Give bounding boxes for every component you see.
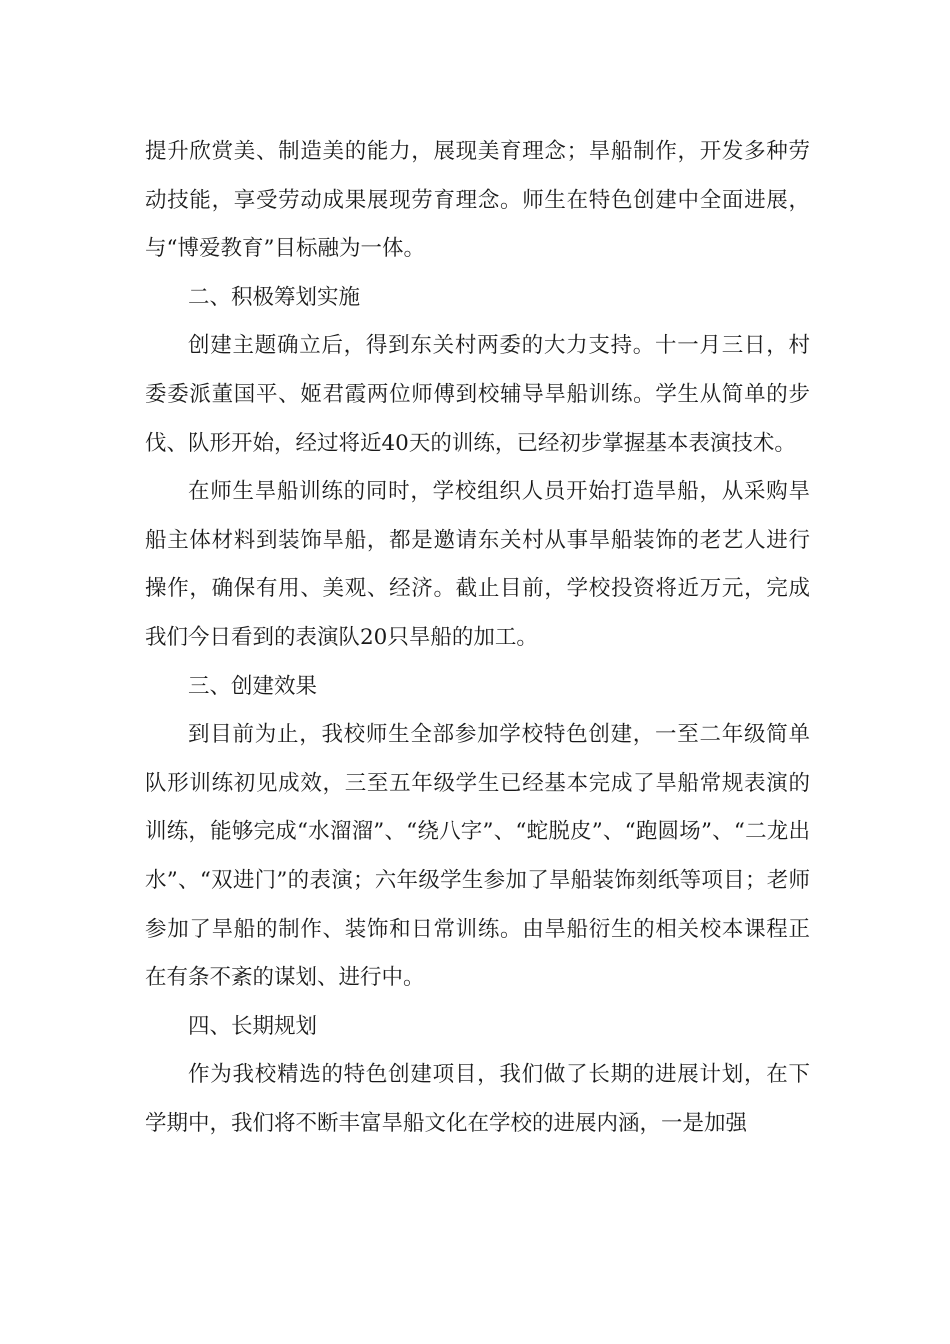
paragraph-boat-making: 在师生旱船训练的同时，学校组织人员开始打造旱船，从采购旱船主体材料到装饰旱船，都是邀请东关村从事旱船装饰的老艺人进行操作，确保有用、美观、经济。截止目前，学校投资将近万元，完成我们今日看到的表演队20只旱船的加工。 (145, 479, 810, 650)
section-heading-3: 三、创建效果 (188, 673, 318, 699)
paragraph-continuation: 提升欣赏美、制造美的能力，展现美育理念；旱船制作，开发多种劳动技能，享受劳动成果展现劳育理念。师生在特色创建中全面进展，与“博爱教育”目标融为一体。 (145, 139, 810, 262)
paragraph-planning: 作为我校精选的特色创建项目，我们做了长期的进展计划，在下学期中，我们将不断丰富旱船文化在学校的进展内涵，一是加强 (145, 1062, 810, 1136)
section-heading-2: 二、积极筹划实施 (188, 284, 361, 310)
paragraph-support: 创建主题确立后，得到东关村两委的大力支持。十一月三日，村委委派董国平、姬君霞两位师傅到校辅导旱船训练。学生从简单的步伐、队形开始，经过将近40天的训练，已经初步掌握基本表演技术。 (145, 333, 810, 456)
section-heading-4: 四、长期规划 (188, 1013, 318, 1039)
paragraph-results: 到目前为止，我校师生全部参加学校特色创建，一至二年级简单队形训练初见成效，三至五年级学生已经基本完成了旱船常规表演的训练，能够完成“水溜溜”、“绕八字”、“蛇脱皮”、“跑圆场”、“二龙出水”、“双进门”的表演；六年级学生参加了旱船装饰刻纸等项目；老师参加了旱船的制作、装饰和日常训练。由旱船衍生的相关校本课程正在有条不紊的谋划、进行中。 (145, 722, 810, 991)
document-body (145, 128, 810, 1148)
